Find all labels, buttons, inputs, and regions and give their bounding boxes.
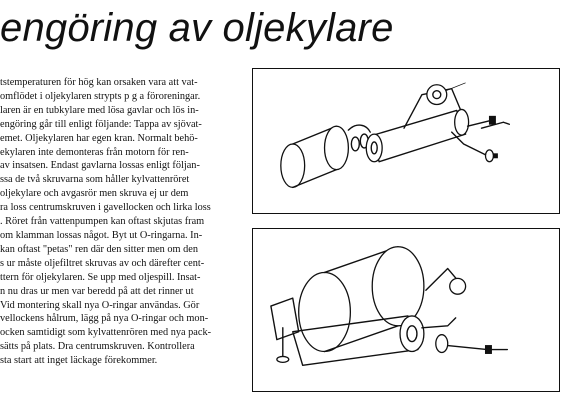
body-line: tstemperaturen för hög kan orsaken vara att vat- — [0, 77, 198, 88]
body-line: av insatsen. Endast gavlarna lossas enligt följan- — [0, 160, 200, 172]
body-line: Vid montering skall nya O-ringar användas. Gör — [0, 299, 200, 311]
body-line: ra loss centrumskruven i gavellocken och lirka loss — [0, 202, 211, 214]
body-line: om klamman lossas något. Byt ut O-ringarna. In- — [0, 229, 203, 241]
body-line: laren är en tubkylare med lösa gavlar och lös in- — [0, 104, 199, 116]
body-line: ttern för oljekylaren. Se upp med oljespill. Insat- — [0, 271, 201, 283]
body-line: s ur måste oljefiltret skruvas av och därefter cent- — [0, 257, 205, 269]
figure-assembled-view — [252, 228, 560, 392]
body-line: kan oftast "petas" ren där den sitter men om den — [0, 243, 198, 255]
body-line: omflödet i oljekylaren strypts p g a föroreningar. — [0, 90, 201, 102]
body-line: ekylaren inte demonteras från motorn för ren- — [0, 146, 189, 158]
body-line: ocken samtidigt som kylvattenrören med nya pack- — [0, 327, 212, 339]
body-line: sta start att inget läckage förekommer. — [0, 355, 158, 367]
body-line: engöring går till enligt följande: Tappa av sjövat- — [0, 118, 202, 130]
body-line: n nu dras ur men var beredd på att det rinner ut — [0, 285, 194, 297]
body-line: oljekylare och avgasrör men skruva ej ur dem — [0, 188, 189, 200]
body-line: ssa de två skruvarna som håller kylvattenröret — [0, 174, 190, 186]
body-line: emet. Oljekylaren har egen kran. Normalt behö- — [0, 132, 198, 144]
body-line: vellockens hålrum, lägg på nya O-ringar och mon- — [0, 313, 209, 325]
body-text — [0, 76, 236, 402]
page-title: engöring av oljekylare — [0, 6, 394, 50]
figure-exploded-view — [252, 68, 560, 214]
body-line: . Röret från vattenpumpen kan oftast skjutas fram — [0, 216, 205, 228]
oil-cooler-assembled-icon — [253, 229, 559, 391]
body-line: sätts på plats. Dra centrumskruven. Kontrollera — [0, 341, 195, 353]
oil-cooler-exploded-icon — [253, 69, 559, 213]
